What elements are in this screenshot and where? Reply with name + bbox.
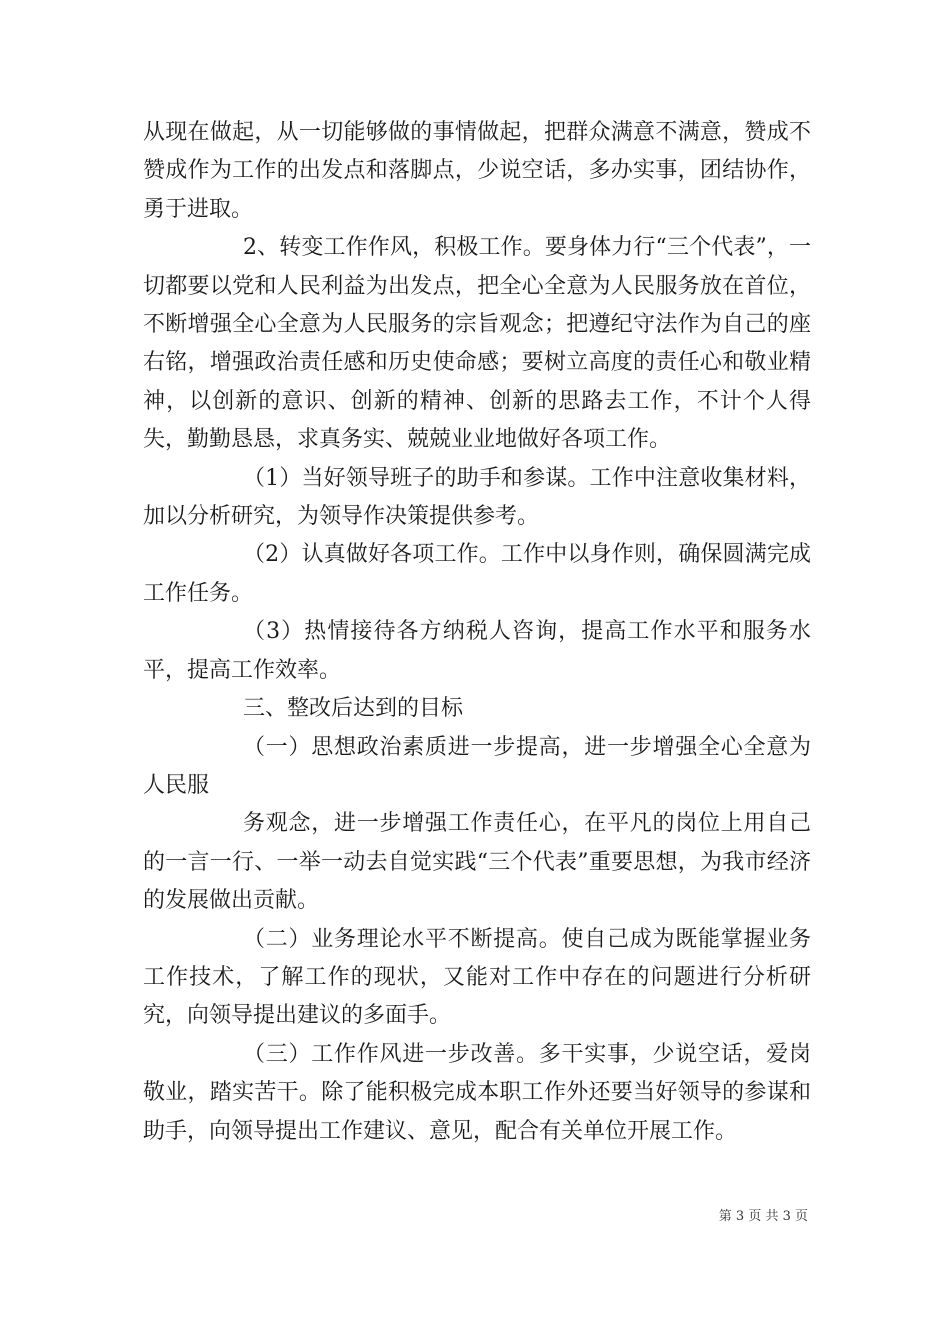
paragraph-work-style: 2、转变工作作风，积极工作。要身体力行“三个代表”，一切都要以党和人民利益为出发点，把全心全意为人民服务放在首位，不断增强全心全意为人民服务的宗旨观念；把遵纪守法作为自己的座右铭，增强政治责任感和历史使命感；要树立高度的责任心和敬业精神，以创新的意识、创新的精神、创新的思路去工作，不计个人得失，勤勤恳恳，求真务实、兢兢业业地做好各项工作。 [143, 235, 811, 453]
paragraph-continuation: 从现在做起，从一切能够做的事情做起，把群众满意不满意，赞成不赞成作为工作的出发点和落脚点，少说空话，多办实事，团结协作，勇于进取。 [143, 120, 811, 222]
paragraph-item-2: （2）认真做好各项工作。工作中以身作则，确保圆满完成工作任务。 [143, 542, 811, 606]
section-heading-goals: 三、整改后达到的目标 [243, 696, 464, 722]
paragraph-goal-3: （三）工作作风进一步改善。多干实事，少说空话，爱岗敬业，踏实苦干。除了能积极完成本职工作外还要当好领导的参谋和助手，向领导提出工作建议、意见，配合有关单位开展工作。 [143, 1041, 811, 1144]
paragraph-item-3: （3）热情接待各方纳税人咨询，提高工作水平和服务水平，提高工作效率。 [143, 619, 811, 683]
page-number: 第 3 页 共 3 页 [718, 1209, 808, 1224]
paragraph-goal-1-continued: 务观念，进一步增强工作责任心，在平凡的岗位上用自己的一言一行、一举一动去自觉实践“三个代表”重要思想，为我市经济的发展做出贡献。 [143, 811, 811, 914]
paragraph-goal-2: （二）业务理论水平不断提高。使自己成为既能掌握业务工作技术，了解工作的现状，又能对工作中存在的问题进行分析研究，向领导提出建议的多面手。 [143, 926, 811, 1029]
paragraph-item-1: （1）当好领导班子的助手和参谋。工作中注意收集材料，加以分析研究，为领导作决策提供参考。 [143, 465, 811, 530]
paragraph-goal-1: （一）思想政治素质进一步提高，进一步增强全心全意为人民服 [143, 734, 811, 798]
document-body [143, 114, 811, 1151]
